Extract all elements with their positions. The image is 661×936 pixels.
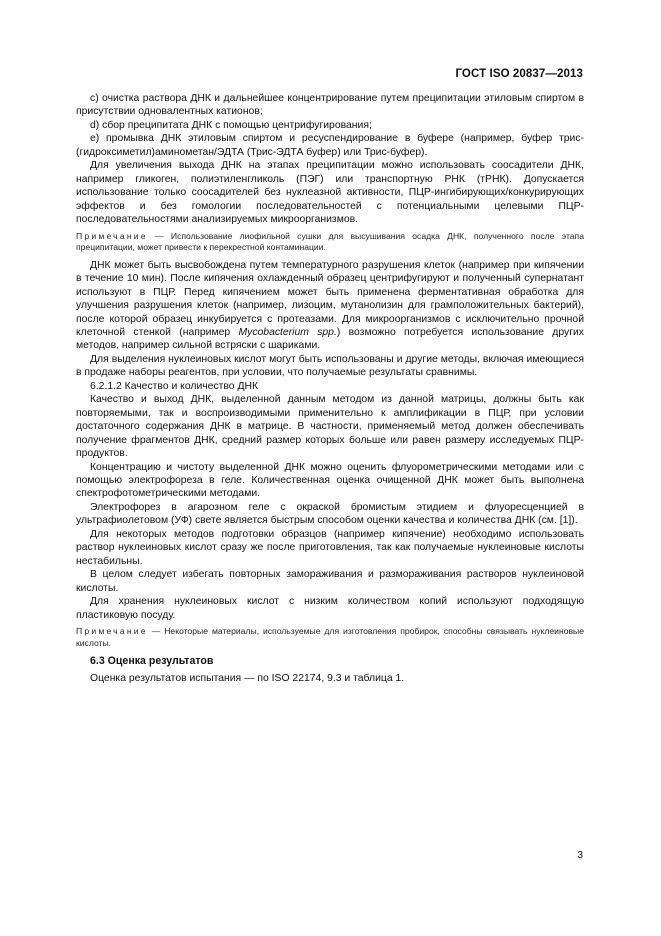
paragraph-text: ДНК может быть высвобождена путем температурного разрушения клеток (например при кипячении в течение 10 мин). После кипячения охлажденный образец центрифугируют и полученный супернатант используют в ПЦР. Перед кипячением может быть применена ферментативная обработка для улучшения разрушения клеток (например, лизоцим, мутанолизин для грамположительных бактерий), после которой образец инкубируется с протеазами. Для микроорганизмов с исключительно прочной клеточной стенкой (например xyxy=(76,259,584,338)
paragraph-concentration: Концентрацию и чистоту выделенной ДНК можно оценить флуорометрическими методами или с помощью электрофореза в геле. Количественная оценка очищенной ДНК может быть выполнена спектрофотометрическими методами. xyxy=(76,461,584,500)
page-number: 3 xyxy=(577,850,583,861)
subsection-heading: 6.2.1.2 Качество и количество ДНК xyxy=(90,380,259,392)
document-header: ГОСТ ISO 20837—2013 xyxy=(455,68,583,80)
paragraph-other-methods: Для выделения нуклеиновых кислот могут быть использованы и другие методы, включая имеющиеся в продаже наборы реагентов, при условии, что получаемые результаты сравнимы. xyxy=(76,353,584,379)
list-item-e: e) промывка ДНК этиловым спиртом и ресуспендирование в буфере (например, буфер трис-(гидроксиметил)аминометан/ЭДТА (Трис-ЭДТА буфер) или Трис-буфер). xyxy=(76,133,584,158)
list-item-c: c) очистка раствора ДНК и дальнейшее концентрирование путем преципитации этиловым спиртом в присутствии одновалентных катионов; xyxy=(76,93,584,118)
paragraph-plasticware: Для хранения нуклеиновых кислот с низким количеством копий используют подходящую пластиковую посуду. xyxy=(76,596,584,621)
paragraph-coprecipitants: Для увеличения выхода ДНК на этапах преципитации можно использовать соосадители ДНК, например гликоген, полиэтиленгликоль (ПЭГ) или транспортную РНК (тРНК). Допускается использование только соосадителей без нуклеазной активности, ПЦР-ингибирующих/конкурирующих эффектов и без гомологии последовательностей с потенциальными целевыми ПЦР-последовательностями анализируемых микроорганизмов. xyxy=(76,160,584,226)
note-label: Примечание xyxy=(76,625,148,636)
paragraph-dna-quality: Качество и выход ДНК, выделенной данным методом из данной матрицы, должны быть как повторяемыми, так и воспроизводимыми применительно к амплификации в ПЦР, при условии достаточного содержания ДНК в матрице. В частности, применяемый метод должен обеспечивать получение фрагментов ДНК, средний размер которых больше или равен размеру исследуемых ПЦР-продуктов. xyxy=(76,394,584,460)
note-text: — Некоторые материалы, используемые для изготовления пробирок, способны связывать нуклеиновые кислоты. xyxy=(76,625,584,648)
paragraph-instability: Для некоторых методов подготовки образцов (например кипячение) необходимо использовать раствор нуклеиновых кислот сразу же после приготовления, так как получаемые нуклеиновые кислоты нестабильны. xyxy=(76,528,584,567)
note-label: Примечание xyxy=(76,230,148,241)
paragraph-thermal-lysis xyxy=(76,259,584,353)
paragraph-text: ) возможно потребуется использование других методов, например сильной встряски с шариками. xyxy=(76,326,584,352)
paragraph-result-evaluation: Оценка результатов испытания — по ISO 22174, 9.3 и таблица 1. xyxy=(90,672,405,684)
organism-name: Mycobacterium spp. xyxy=(238,326,337,338)
paragraph-freeze-thaw: В целом следует избегать повторных замораживания и размораживания растворов нуклеиновой кислоты. xyxy=(76,569,584,594)
note-text: — Использование лиофильной сушки для высушивания осадка ДНК, полученного после этапа преципитации, может привести к перекрестной контаминации. xyxy=(76,230,584,253)
document-body xyxy=(76,92,584,685)
note-lyophilization xyxy=(76,231,584,254)
paragraph-electrophoresis: Электрофорез в агарозном геле с окраской бромистым этидием и флуоресценцией в ультрафиолетовом (УФ) свете является быстрым способом оценки качества и количества ДНК (см. [1]). xyxy=(76,501,584,527)
list-item-d: d) сбор преципитата ДНК с помощью центрифугирования; xyxy=(90,119,372,131)
section-heading: 6.3 Оценка результатов xyxy=(90,655,214,668)
note-materials xyxy=(76,626,584,649)
